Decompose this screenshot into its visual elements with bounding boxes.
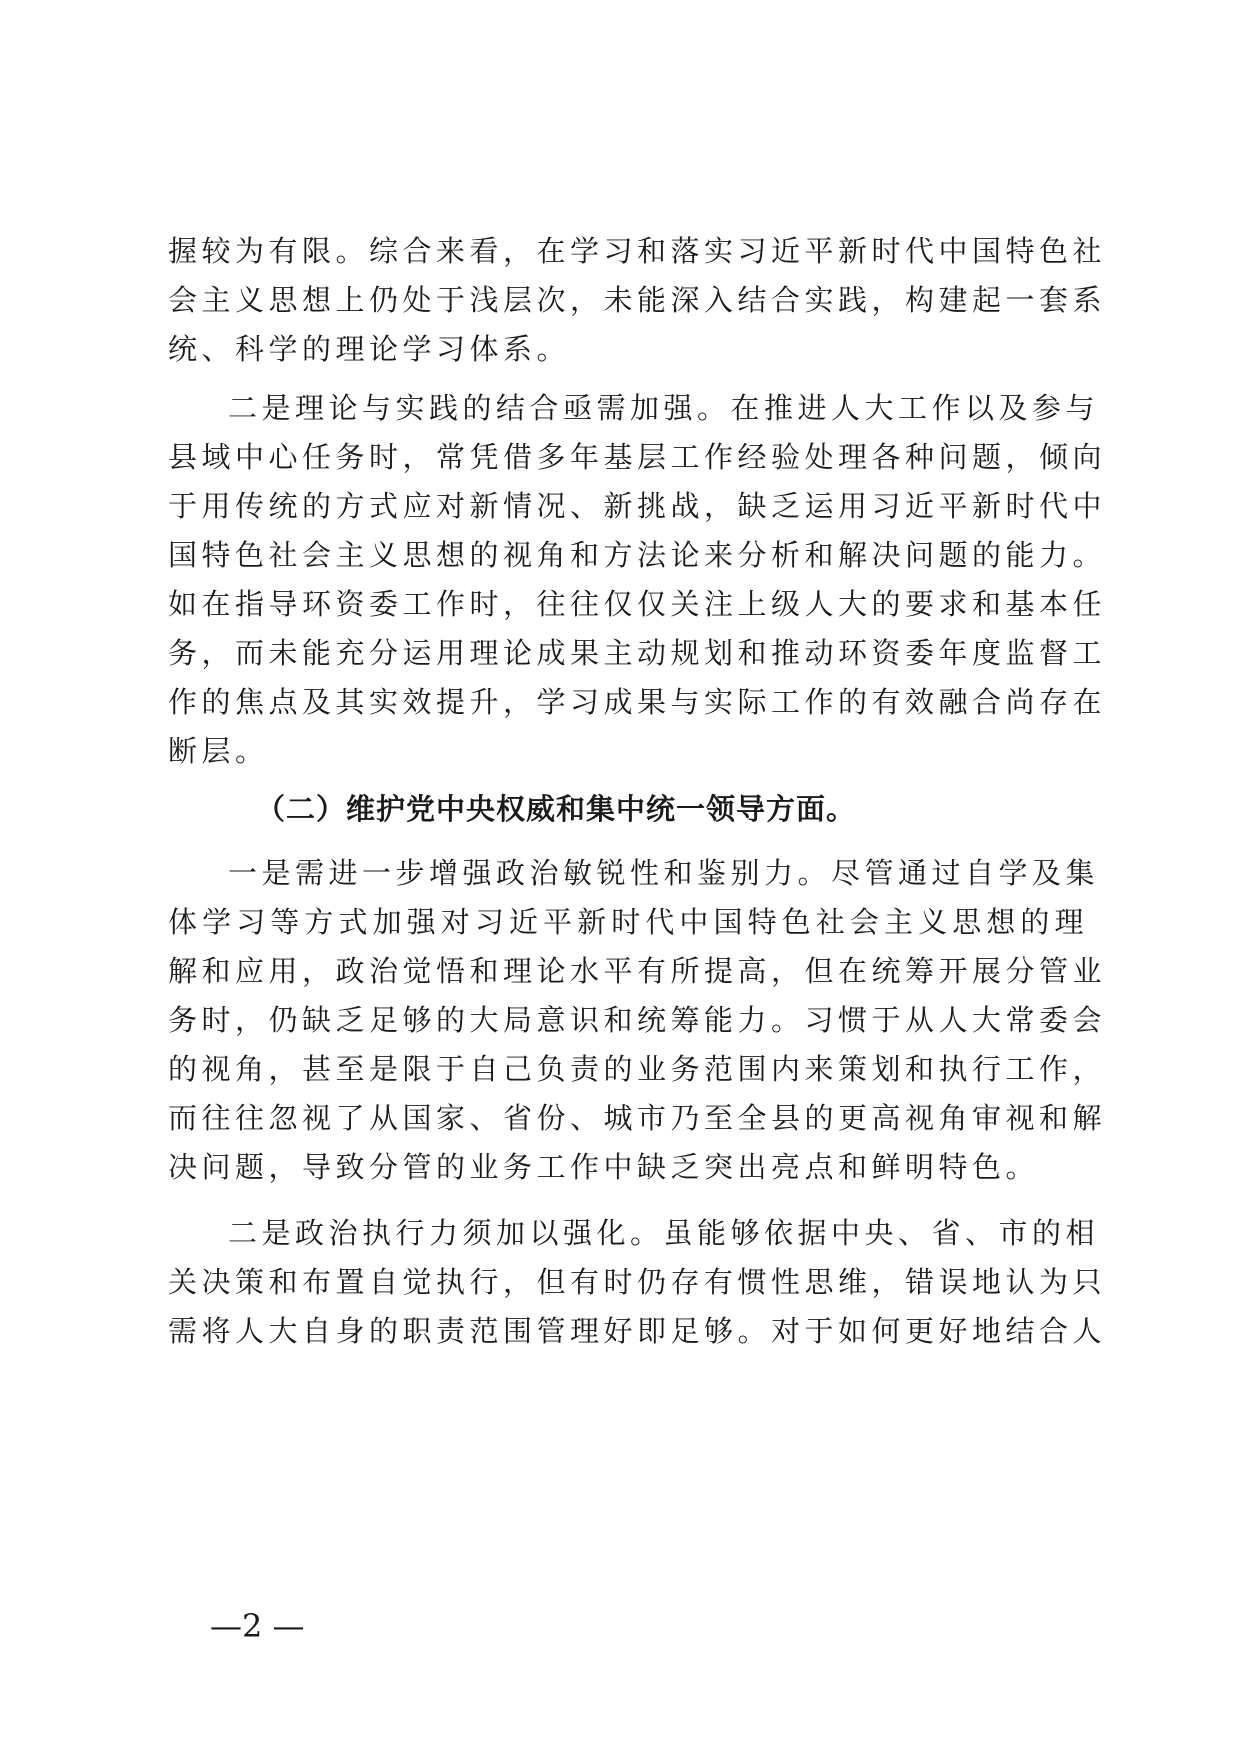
paragraph-line: 二是理论与实践的结合亟需加强。在推进人大工作以及参与 <box>228 391 1100 425</box>
paragraph-line: 体学习等方式加强对习近平新时代中国特色社会主义思想的理 <box>168 905 1088 939</box>
paragraph-line: 的视角，甚至是限于自己负责的业务范围内来策划和执行工作， <box>168 1052 1107 1086</box>
section-heading: （二）维护党中央权威和集中统一领导方面。 <box>256 792 857 826</box>
paragraph-line: 统、科学的理论学习体系。 <box>168 332 571 366</box>
paragraph-line: 决问题，导致分管的业务工作中缺乏突出亮点和鲜明特色。 <box>168 1150 1040 1184</box>
paragraph-line: 二是政治执行力须加以强化。虽能够依据中央、省、市的相 <box>228 1216 1100 1250</box>
paragraph-line: 关决策和布置自觉执行，但有时仍存有惯性思维，错误地认为只 <box>168 1265 1107 1299</box>
paragraph-line: 一是需进一步增强政治敏锐性和鉴别力。尽管通过自学及集 <box>228 856 1100 890</box>
paragraph-line: 务，而未能充分运用理论成果主动规划和推动环资委年度监督工 <box>168 636 1107 670</box>
paragraph-line: 于用传统的方式应对新情况、新挑战，缺乏运用习近平新时代中 <box>168 489 1107 523</box>
page-number: —2 — <box>210 1607 305 1645</box>
paragraph-line: 而往往忽视了从国家、省份、城市乃至全县的更高视角审视和解 <box>168 1101 1107 1135</box>
paragraph-line: 作的焦点及其实效提升，学习成果与实际工作的有效融合尚存在 <box>168 685 1107 719</box>
paragraph-line: 断层。 <box>168 734 269 768</box>
paragraph-line: 会主义思想上仍处于浅层次，未能深入结合实践，构建起一套系 <box>168 283 1107 317</box>
paragraph-line: 解和应用，政治觉悟和理论水平有所提高，但在统筹开展分管业 <box>168 954 1107 988</box>
paragraph-line: 如在指导环资委工作时，往往仅仅关注上级人大的要求和基本任 <box>168 587 1107 621</box>
paragraph-line: 握较为有限。综合来看，在学习和落实习近平新时代中国特色社 <box>168 234 1107 268</box>
paragraph-line: 县域中心任务时，常凭借多年基层工作经验处理各种问题，倾向 <box>168 440 1107 474</box>
paragraph-line: 务时，仍缺乏足够的大局意识和统筹能力。习惯于从人大常委会 <box>168 1003 1107 1037</box>
paragraph-line: 国特色社会主义思想的视角和方法论来分析和解决问题的能力。 <box>168 538 1107 572</box>
paragraph-line: 需将人大自身的职责范围管理好即足够。对于如何更好地结合人 <box>168 1314 1107 1348</box>
